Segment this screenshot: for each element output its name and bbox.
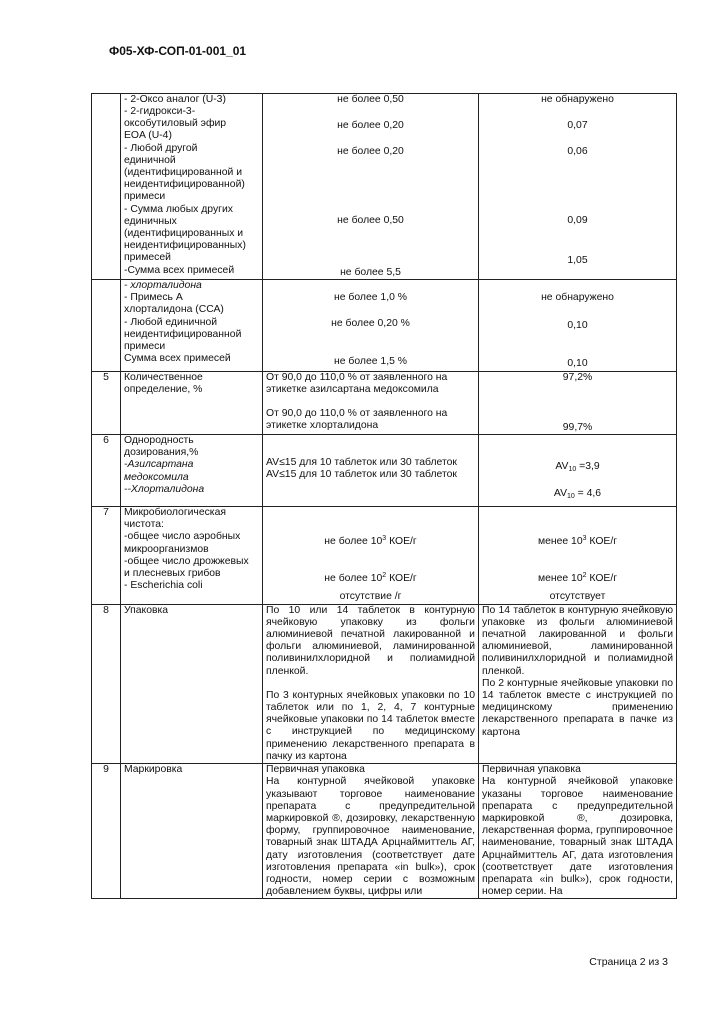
test-name-cell: Однородность дозирования,% -Азилсартана медоксомила --Хлорталидона (121, 435, 263, 507)
test-name-cell: Упаковка (121, 604, 263, 763)
result-cell: 97,2% 99,7% (479, 371, 677, 434)
result-cell: не обнаружено 0,10 0,10 (479, 280, 677, 372)
row-number-cell: 5 (92, 371, 121, 434)
row-number-cell: 9 (92, 764, 121, 899)
spec-cell: не более 0,50 не более 0,20 не более 0,20 не более 0,50 не более 5,5 (263, 94, 479, 280)
table-row (92, 604, 677, 763)
av-result-chlortalidone: $AV_{10} = 4,6$ (553, 488, 602, 501)
document-code: Ф05-ХФ-СОП-01-001_01 (109, 44, 247, 58)
table-row (92, 280, 677, 372)
spec-cell: От 90,0 до 110,0 % от заявленного на этикетке азилсартана медоксомила От 90,0 до 110,0 % от заявленного на этикетке хлорталидона (263, 371, 479, 434)
result-cell: менее $10^3$ КОЕ/г менее $10^2$ КОЕ/г отсутствует (479, 507, 677, 605)
page-number: Страница 2 из 3 (589, 956, 668, 968)
table-row (92, 764, 677, 899)
spec-cell: не более $10^3$ КОЕ/г не более $10^2$ КОЕ/г отсутствие /г (263, 507, 479, 605)
result-cell: По 14 таблеток в контурную ячейковую упаковке из фольги алюминиевой печатной лакированной и фольги алюминиевой, ламинированной поливинилхлоридной и полиамидной пленкой. По 2 контурные ячейковые упаковки по 14 таблеток вместе с инструкцией по медицинскому применению лекарственного препарата в пачке из картона (479, 604, 677, 763)
table-row (92, 371, 677, 434)
result-cell: не обнаружено 0,07 0,06 0,09 1,05 (479, 94, 677, 280)
result-cell: Первичная упаковка На контурной ячейковой упаковке указаны торговое наименование препарата с предупредительной маркировкой ®, дозировка, лекарственная форма, группировочное наименование, товарный знак ШТАДА Арцнаймиттель АГ, дата изготовления (соответствует дате изготовления препарата «in bulk»), срок годности, номер серии. На (479, 764, 677, 899)
spec-cell: По 10 или 14 таблеток в контурную ячейковую упаковку из фольги алюминиевой печатной лакированной и фольги алюминиевой, ламинированной поливинилхлоридной и полиамидной пленкой. По 3 контурных ячейковых упаковки по 10 таблеток или по 1, 2, 4, 7 контурные ячейковые упаковки по 14 таблеток вместе с инструкцией по медицинскому применению лекарственного препарата в пачку из картона (263, 604, 479, 763)
spec-cell: не более 1,0 % не более 0,20 % не более 1,5 % (263, 280, 479, 372)
result-cell (479, 435, 677, 507)
test-name-cell: Маркировка (121, 764, 263, 899)
test-name-cell: - хлорталидона - Примесь А хлорталидона (ССА) - Любой единичной неидентифицированной примеси Сумма всех примесей (121, 280, 263, 372)
spec-cell: Первичная упаковка На контурной ячейковой упаковке указывают торговое наименование препарата с предупредительной маркировкой ®, дозировку, лекарственную форму, группировочное наименование, товарный знак ШТАДА Арцнаймиттель АГ, дату изготовления (соответствует дате изготовления препарата «in bulk»), срок годности, номер серии с возможным добавлением буквы, цифры или (263, 764, 479, 899)
row-number-cell: 7 (92, 507, 121, 605)
table-row (92, 435, 677, 507)
row-number-cell: 6 (92, 435, 121, 507)
table-row (92, 94, 677, 280)
specification-table (91, 93, 677, 899)
spec-cell: AV≤15 для 10 таблеток или 30 таблеток AV≤15 для 10 таблеток или 30 таблеток (263, 435, 479, 507)
test-name-cell: - 2-Оксо аналог (U-3) - 2-гидрокси-3-оксобутиловый эфир EOA (U-4) - Любой другой единичной (идентифицированной и неидентифицированной) примеси - Сумма любых других единичных (идентифицированных и неидентифицированных) примесей -Сумма всех примесей (121, 94, 263, 280)
row-number-cell (92, 94, 121, 280)
av-result-azilsartan: $AV_{10} =3,9$ (555, 461, 600, 474)
test-name-cell: Количественное определение, % (121, 371, 263, 434)
row-number-cell: 8 (92, 604, 121, 763)
table-row (92, 507, 677, 605)
test-name-cell: Микробиологическая чистота: -общее число аэробных микроорганизмов -общее число дрожжевых и плесневых грибов - Escherichia coli (121, 507, 263, 605)
row-number-cell (92, 280, 121, 372)
